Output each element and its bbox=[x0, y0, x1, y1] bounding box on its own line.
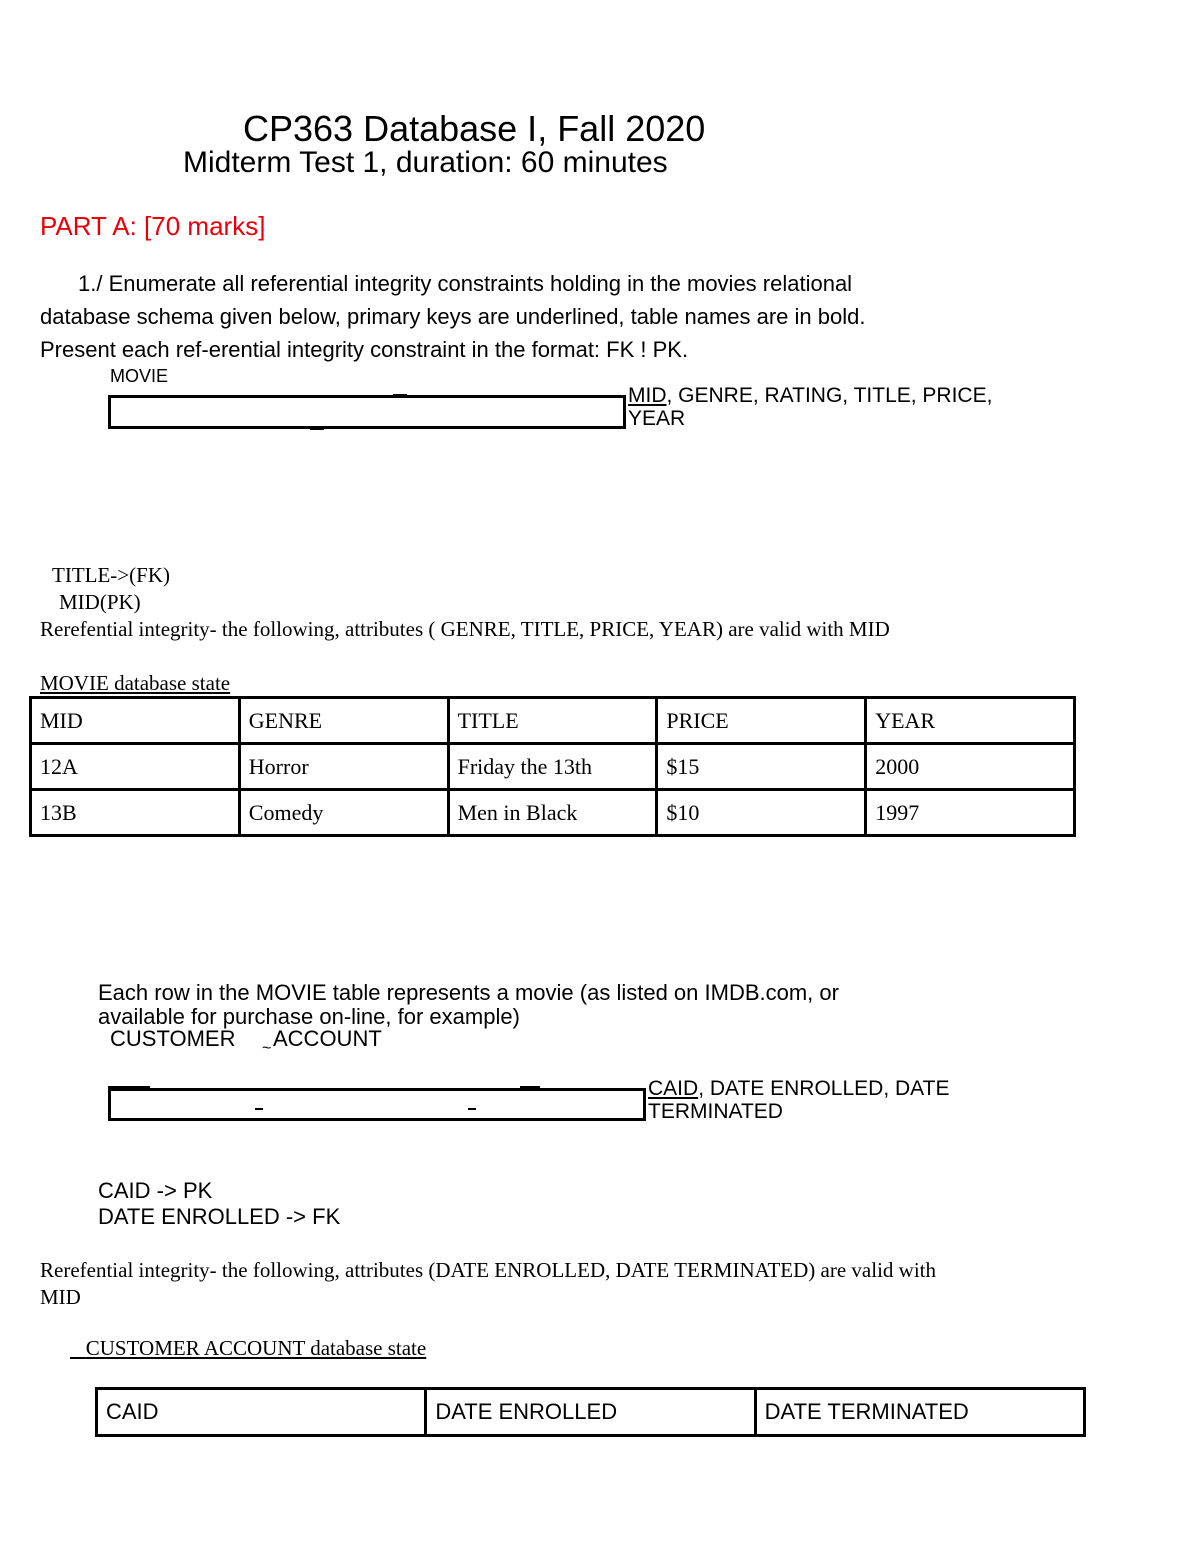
question-line-3: Present each ref-erential integrity constraint in the format: FK ! PK. bbox=[40, 337, 689, 362]
movie-other-attributes: , GENRE, RATING, TITLE, PRICE, bbox=[666, 384, 993, 407]
table-cell: Comedy bbox=[239, 790, 448, 836]
account-answer-line-3: Rerefential integrity- the following, attributes (DATE ENROLLED, DATE TERMINATED) are valid with bbox=[40, 1258, 936, 1282]
movie-state-table bbox=[29, 696, 1076, 837]
question-line-2: database schema given below, primary keys are underlined, table names are in bold. bbox=[40, 304, 866, 329]
description-line-1: Each row in the MOVIE table represents a movie (as listed on IMDB.com, or bbox=[98, 980, 839, 1005]
table-header-row bbox=[31, 698, 1075, 744]
movie-state-caption: MOVIE database state bbox=[40, 671, 231, 695]
schema-mark bbox=[468, 1108, 476, 1110]
account-schema-attributes-line2: TERMINATED bbox=[648, 1100, 783, 1123]
table-cell: 1997 bbox=[866, 790, 1075, 836]
schema-mark bbox=[255, 1108, 263, 1110]
table-cell: Horror bbox=[239, 744, 448, 790]
movie-answer-line-2: MID(PK) bbox=[59, 590, 141, 614]
part-a-heading: PART A: [70 marks] bbox=[40, 211, 266, 241]
table-header-cell: YEAR bbox=[866, 698, 1075, 744]
schema-mark bbox=[520, 1086, 540, 1088]
movie-answer-line-3: Rerefential integrity- the following, attributes ( GENRE, TITLE, PRICE, YEAR) are valid with MID bbox=[40, 617, 890, 641]
account-table-name-part-2: ACCOUNT bbox=[273, 1026, 382, 1051]
table-header-cell: GENRE bbox=[239, 698, 448, 744]
account-answer-line-4: MID bbox=[40, 1285, 81, 1309]
table-cell: Men in Black bbox=[448, 790, 657, 836]
table-row bbox=[31, 790, 1075, 836]
table-header-cell: TITLE bbox=[448, 698, 657, 744]
account-answer-line-1: CAID -> PK bbox=[98, 1178, 213, 1203]
table-cell: $10 bbox=[657, 790, 866, 836]
table-row bbox=[31, 744, 1075, 790]
table-header-cell: CAID bbox=[97, 1389, 426, 1436]
table-cell: 13B bbox=[31, 790, 240, 836]
table-header-cell: MID bbox=[31, 698, 240, 744]
movie-schema-attributes bbox=[628, 384, 992, 408]
schema-mark bbox=[393, 394, 407, 396]
movie-schema-attributes-line2: YEAR bbox=[628, 407, 686, 430]
movie-primary-key: MID bbox=[628, 384, 667, 407]
account-state-table bbox=[95, 1387, 1086, 1437]
schema-mark bbox=[310, 428, 324, 430]
table-cell: 2000 bbox=[866, 744, 1075, 790]
table-header-cell: DATE ENROLLED bbox=[426, 1389, 755, 1436]
table-cell: Friday the 13th bbox=[448, 744, 657, 790]
account-schema-box bbox=[108, 1088, 646, 1121]
movie-schema-box bbox=[108, 395, 626, 429]
document-subtitle: Midterm Test 1, duration: 60 minutes bbox=[183, 146, 668, 179]
account-schema-attributes bbox=[648, 1077, 949, 1101]
table-cell: 12A bbox=[31, 744, 240, 790]
table-header-row bbox=[97, 1389, 1085, 1436]
account-other-attributes: , DATE ENROLLED, DATE bbox=[698, 1077, 950, 1100]
table-cell: $15 bbox=[657, 744, 866, 790]
table-header-cell: DATE TERMINATED bbox=[755, 1389, 1084, 1436]
account-table-name-part-1: CUSTOMER bbox=[110, 1026, 236, 1051]
account-answer-line-2: DATE ENROLLED -> FK bbox=[98, 1204, 341, 1229]
schema-mark: ~ bbox=[262, 1040, 272, 1057]
document-title: CP363 Database I, Fall 2020 bbox=[243, 108, 706, 149]
question-line-1: 1./ Enumerate all referential integrity constraints holding in the movies relational bbox=[78, 271, 853, 296]
description-line-2: available for purchase on-line, for example) bbox=[98, 1004, 520, 1029]
table-header-cell: PRICE bbox=[657, 698, 866, 744]
movie-answer-line-1: TITLE->(FK) bbox=[52, 563, 170, 587]
account-primary-key: CAID bbox=[648, 1077, 699, 1100]
schema-mark bbox=[108, 1086, 150, 1088]
account-state-caption: CUSTOMER ACCOUNT database state bbox=[85, 1336, 427, 1360]
movie-table-name: MOVIE bbox=[110, 366, 169, 386]
